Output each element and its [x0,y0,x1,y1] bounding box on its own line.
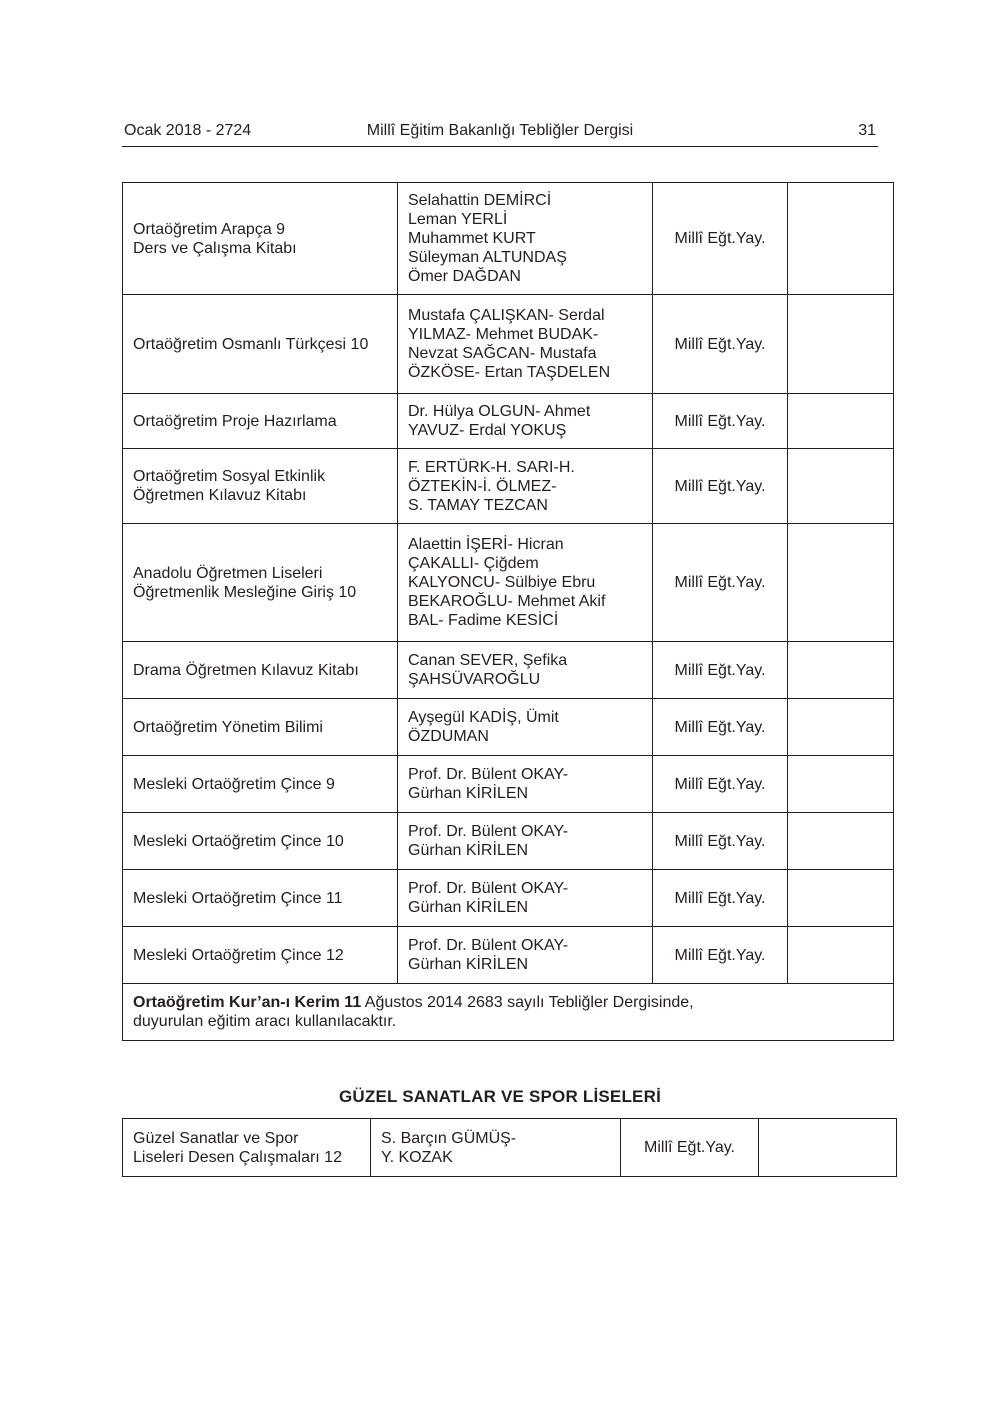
book-authors-line: Prof. Dr. Bülent OKAY- [408,823,569,840]
book-authors [398,394,653,449]
book-title [123,524,398,642]
publisher: Millî Eğt.Yay. [653,699,788,756]
book-authors-line: KALYONCU- Sülbiye Ebru [408,574,596,591]
table-row [123,449,894,524]
table-row [123,756,894,813]
book-authors-line: Ayşegül KADİŞ, Ümit [408,709,559,726]
book-authors-line: Leman YERLİ [408,211,508,228]
book-authors [398,870,653,927]
book-authors-line: Selahattin DEMİRCİ [408,192,552,209]
book-authors-line: Gürhan KİRİLEN [408,956,529,973]
issue-date: Ocak 2018 - 2724 [124,122,252,139]
table-row [123,813,894,870]
publisher: Millî Eğt.Yay. [653,394,788,449]
book-authors [398,927,653,984]
publisher: Millî Eğt.Yay. [653,183,788,295]
book-authors [398,756,653,813]
book-authors [371,1119,621,1177]
book-authors-line: Alaettin İŞERİ- Hicran [408,536,564,553]
book-authors-line: Y. KOZAK [381,1148,453,1166]
book-authors-line: Gürhan KİRİLEN [408,899,529,916]
book-title-line: Ortaöğretim Proje Hazırlama [133,412,337,430]
book-title-line: Güzel Sanatlar ve Spor [133,1129,299,1147]
publisher: Millî Eğt.Yay. [653,295,788,394]
empty-cell [788,295,894,394]
book-title-line: Liseleri Desen Çalışmaları 12 [133,1148,342,1166]
book-authors-line: S. TAMAY TEZCAN [408,496,548,514]
book-authors [398,699,653,756]
publisher: Millî Eğt.Yay. [653,927,788,984]
publisher: Millî Eğt.Yay. [653,449,788,524]
book-title-line: Ders ve Çalışma Kitabı [133,239,297,257]
book-title-line: Öğretmenlik Mesleğine Giriş 10 [133,583,357,601]
book-title [123,183,398,295]
book-authors-line: Gürhan KİRİLEN [408,842,529,859]
fine-arts-table [122,1118,897,1177]
note-body-2: duyurulan eğitim aracı kullanılacaktır. [133,1013,397,1030]
publisher: Millî Eğt.Yay. [653,756,788,813]
book-title-line: Ortaöğretim Osmanlı Türkçesi 10 [133,335,369,353]
book-authors [398,813,653,870]
book-authors [398,642,653,699]
book-authors-line: Mustafa ÇALIŞKAN- Serdal [408,307,605,324]
empty-cell [788,642,894,699]
book-title-line: Ortaöğretim Sosyal Etkinlik [133,468,326,485]
book-title-line: Mesleki Ortaöğretim Çince 12 [133,946,344,964]
book-authors [398,183,653,295]
empty-cell [788,449,894,524]
book-authors [398,449,653,524]
section-title: GÜZEL SANATLAR VE SPOR LİSELERİ [339,1087,661,1106]
book-title-line: Mesleki Ortaöğretim Çince 10 [133,832,344,850]
book-authors-line: Dr. Hülya OLGUN- Ahmet [408,403,591,420]
table-row [123,1119,897,1177]
book-authors-line: Prof. Dr. Bülent OKAY- [408,880,569,897]
book-title-line: Drama Öğretmen Kılavuz Kitabı [133,661,359,679]
book-authors-line: Prof. Dr. Bülent OKAY- [408,937,569,954]
note-book-title: Ortaöğretim Kur’an-ı Kerim 11 [133,994,362,1011]
table-row [123,699,894,756]
book-authors-line: BAL- Fadime KESİCİ [408,612,559,629]
empty-cell [788,394,894,449]
book-title-line: Anadolu Öğretmen Liseleri [133,564,323,582]
table-row [123,642,894,699]
book-title-line: Öğretmen Kılavuz Kitabı [133,487,307,504]
book-authors-line: Ömer DAĞDAN [408,268,521,285]
book-title [123,394,398,449]
book-title [123,756,398,813]
book-authors-line: S. Barçın GÜMÜŞ- [381,1129,517,1147]
books-table [122,182,894,1041]
book-authors-line: YAVUZ- Erdal YOKUŞ [408,422,567,439]
page-header [122,120,878,147]
note-row [123,984,894,1041]
table-row [123,870,894,927]
book-authors-line: Prof. Dr. Bülent OKAY- [408,766,569,783]
book-title-line: Ortaöğretim Yönetim Bilimi [133,718,323,736]
book-authors-line: Nevzat SAĞCAN- Mustafa [408,345,597,362]
empty-cell [759,1119,897,1177]
journal-title: Millî Eğitim Bakanlığı Tebliğler Dergisi [366,122,634,139]
book-title-line: Mesleki Ortaöğretim Çince 11 [133,889,343,907]
book-authors-line: Muhammet KURT [408,230,536,247]
book-title-line: Ortaöğretim Arapça 9 [133,220,286,238]
note-body: Ağustos 2014 2683 sayılı Tebliğler Dergisinde, [361,994,694,1011]
table-row [123,295,894,394]
table-row [123,524,894,642]
table-row [123,394,894,449]
book-authors-line: ÇAKALLI- Çiğdem [408,555,539,572]
empty-cell [788,870,894,927]
empty-cell [788,699,894,756]
book-authors-line: BEKAROĞLU- Mehmet Akif [408,593,606,610]
book-authors-line: Gürhan KİRİLEN [408,785,529,802]
book-title [123,870,398,927]
note-text [123,984,894,1041]
empty-cell [788,183,894,295]
book-authors [398,524,653,642]
empty-cell [788,813,894,870]
book-title [123,295,398,394]
book-title [123,813,398,870]
book-authors [398,295,653,394]
empty-cell [788,927,894,984]
book-authors-line: F. ERTÜRK-H. SARI-H. [408,458,575,476]
book-title [123,1119,371,1177]
publisher: Millî Eğt.Yay. [653,642,788,699]
page-number: 31 [858,122,876,139]
book-authors-line: ÖZDUMAN [408,728,489,745]
book-authors-line: Süleyman ALTUNDAŞ [408,249,567,266]
publisher: Millî Eğt.Yay. [621,1119,759,1177]
book-authors-line: ÖZKÖSE- Ertan TAŞDELEN [408,364,611,381]
book-title [123,927,398,984]
table-row [123,183,894,295]
book-authors-line: ŞAHSÜVAROĞLU [408,671,541,688]
book-title [123,642,398,699]
table-row [123,927,894,984]
empty-cell [788,524,894,642]
publisher: Millî Eğt.Yay. [653,870,788,927]
book-title-line: Mesleki Ortaöğretim Çince 9 [133,775,335,793]
book-authors-line: ÖZTEKİN-İ. ÖLMEZ- [408,477,557,495]
book-title [123,449,398,524]
publisher: Millî Eğt.Yay. [653,813,788,870]
empty-cell [788,756,894,813]
publisher: Millî Eğt.Yay. [653,524,788,642]
book-authors-line: YILMAZ- Mehmet BUDAK- [408,326,599,343]
book-authors-line: Canan SEVER, Şefika [408,652,568,669]
book-title [123,699,398,756]
